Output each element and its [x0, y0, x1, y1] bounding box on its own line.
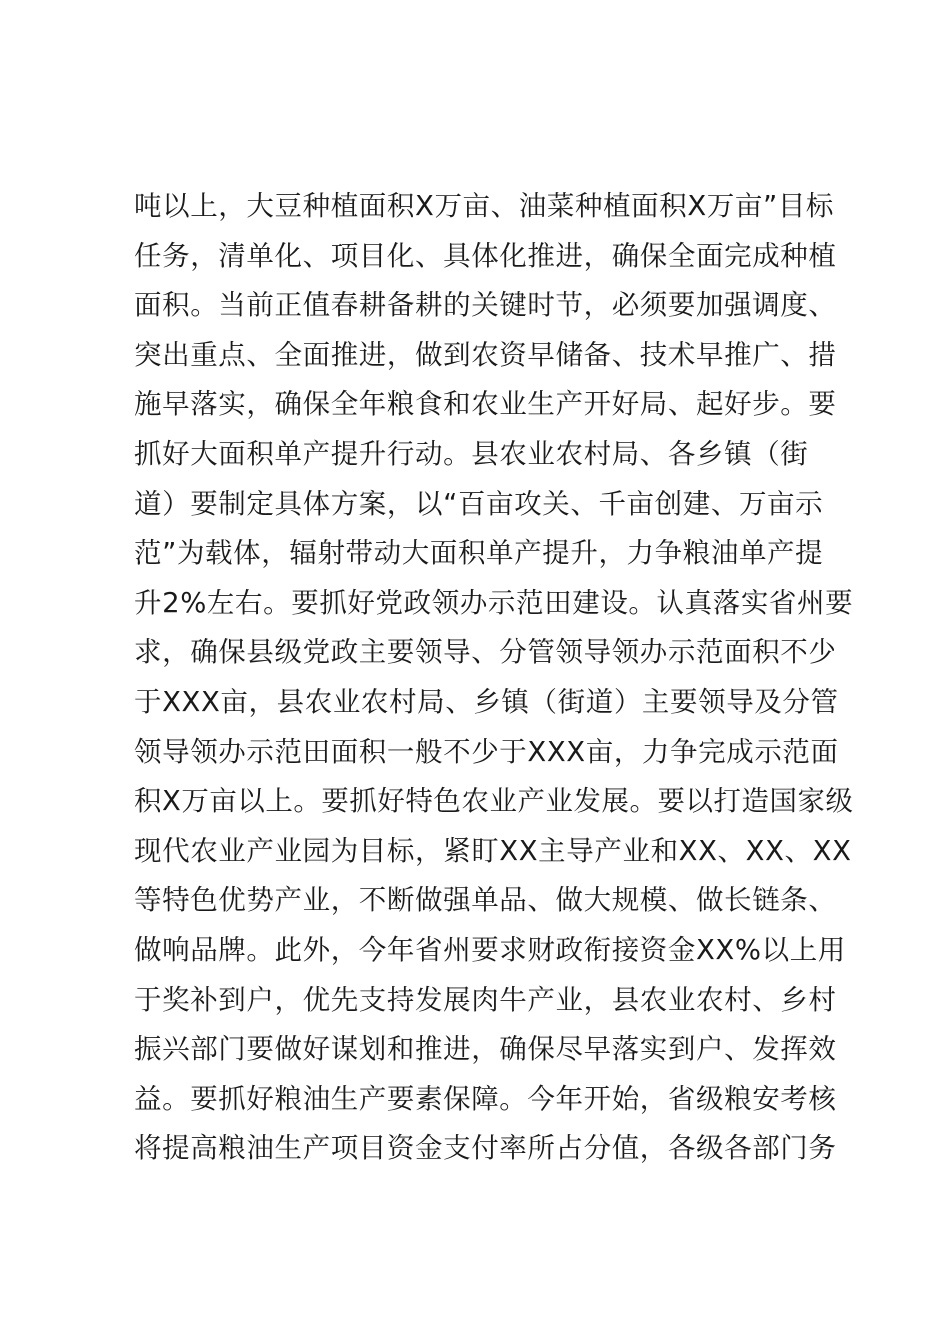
text-line: 面积。当前正值春耕备耕的关键时节，必须要加强调度、	[134, 289, 837, 322]
text-line: 求，确保县级党政主要领导、分管领导领办示范面积不少	[134, 636, 837, 669]
text-line: 益。要抓好粮油生产要素保障。今年开始，省级粮安考核	[134, 1082, 837, 1115]
text-line: 将提高粮油生产项目资金支付率所占分值，各级各部门务	[134, 1132, 837, 1165]
text-line: 范”为载体，辐射带动大面积单产提升，力争粮油单产提	[134, 537, 824, 570]
text-line: 等特色优势产业，不断做强单品、做大规模、做长链条、	[134, 884, 837, 917]
text-line: 现代农业产业园为目标，紧盯XX主导产业和XX、XX、XX	[134, 834, 852, 867]
text-line: 任务，清单化、项目化、具体化推进，确保全面完成种植	[134, 239, 837, 272]
text-line: 施早落实，确保全年粮食和农业生产开好局、起好步。要	[134, 388, 837, 421]
text-line: 升2%左右。要抓好党政领办示范田建设。认真落实省州要	[134, 586, 854, 619]
text-line: 振兴部门要做好谋划和推进，确保尽早落实到户、发挥效	[134, 1033, 837, 1066]
text-line: 于奖补到户，优先支持发展肉牛产业，县农业农村、乡村	[134, 983, 837, 1016]
text-line: 吨以上，大豆种植面积X万亩、油菜种植面积X万亩”目标	[134, 190, 835, 222]
body-paragraph	[134, 182, 854, 1174]
text-line: 积X万亩以上。要抓好特色农业产业发展。要以打造国家级	[134, 786, 854, 818]
text-line: 道）要制定具体方案，以“百亩攻关、千亩创建、万亩示	[134, 487, 824, 520]
text-line: 抓好大面积单产提升行动。县农业农村局、各乡镇（街	[134, 437, 809, 470]
text-line: 做响品牌。此外，今年省州要求财政衔接资金XX%以上用	[134, 933, 846, 966]
text-line: 于XXX亩，县农业农村局、乡镇（街道）主要领导及分管	[134, 685, 839, 718]
text-line: 突出重点、全面推进，做到农资早储备、技术早推广、措	[134, 338, 837, 371]
text-line: 领导领办示范田面积一般不少于XXX亩，力争完成示范面	[134, 735, 839, 768]
